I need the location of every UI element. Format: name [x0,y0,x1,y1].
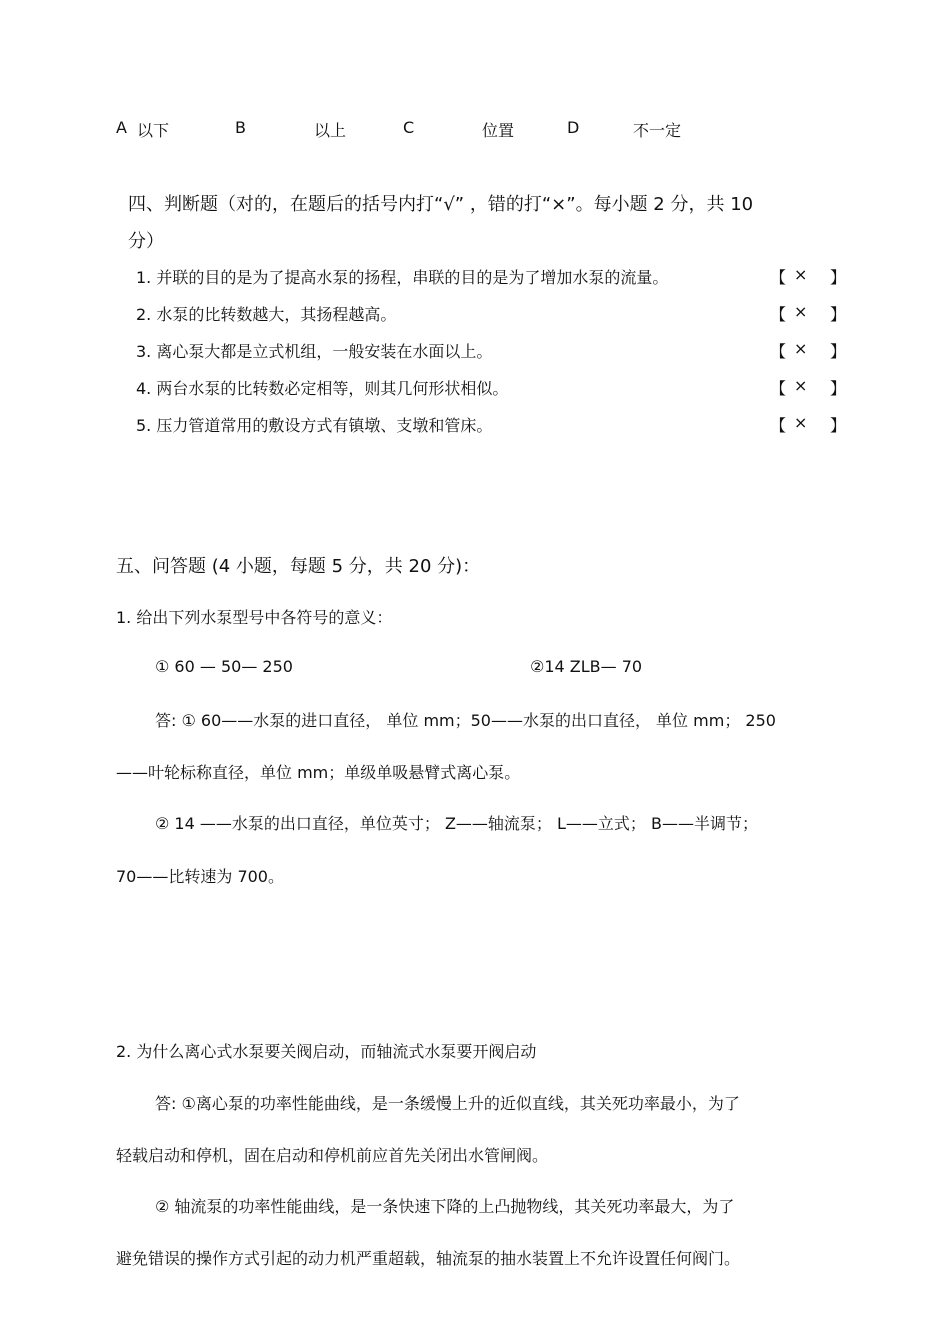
right-bracket: 】 [830,416,847,435]
choice-c-text: 位置 [482,121,515,140]
q2-answer-line-2: 轻载启动和停机，固在启动和停机前应首先关闭出水管闸阀。 [116,1146,549,1165]
tf-item-text: 4. 两台水泵的比转数必定相等，则其几何形状相似。 [136,379,509,398]
tf-item-text: 3. 离心泵大都是立式机组，一般安装在水面以上。 [136,342,493,361]
left-bracket: 【 [770,342,787,361]
left-bracket: 【 [770,305,787,324]
q1-answer-line-2: ——叶轮标称直径，单位 mm；单级单吸悬臂式离心泵。 [116,763,521,782]
right-bracket: 】 [830,268,847,287]
left-bracket: 【 [770,268,787,287]
answer-mark: × [794,376,808,395]
q2-answer-line-1: 答: ①离心泵的功率性能曲线，是一条缓慢上升的近似直线，其关死功率最小，为了 [155,1094,740,1113]
tf-item-text: 5. 压力管道常用的敷设方式有镇墩、支墩和管床。 [136,416,493,435]
q1-model-1: ① 60 — 50— 250 [155,657,293,676]
q1-model-2: ②14 ZLB— 70 [530,657,643,676]
choice-d-text: 不一定 [633,121,682,140]
tf-item-text: 2. 水泵的比转数越大，其扬程越高。 [136,305,397,324]
choice-b-text: 以上 [314,121,347,140]
q1-answer-line-1: 答: ① 60——水泵的进口直径， 单位 mm；50——水泵的出口直径， 单位 mm； 250 [155,711,776,730]
q1-answer-line-4: 70——比转速为 700。 [116,867,284,886]
section4-title-cont: 分） [128,231,164,252]
q2-answer-line-3: ② 轴流泵的功率性能曲线，是一条快速下降的上凸抛物线，其关死功率最大，为了 [155,1197,735,1216]
q2-question: 2. 为什么离心式水泵要关阀启动，而轴流式水泵要开阀启动 [116,1042,537,1061]
left-bracket: 【 [770,379,787,398]
q1-answer-line-3: ② 14 ——水泵的出口直径，单位英寸； Z——轴流泵； L——立式； B——半调节； [155,814,758,833]
tf-item-text: 1. 并联的目的是为了提高水泵的扬程，串联的目的是为了增加水泵的流量。 [136,268,669,287]
left-bracket: 【 [770,416,787,435]
answer-mark: × [794,265,808,284]
choice-d-letter: D [567,118,580,137]
answer-mark: × [794,302,808,321]
tf-item-2 [136,302,847,326]
choice-b-letter: B [235,118,246,137]
tf-item-4 [136,376,847,400]
answer-mark: × [794,339,808,358]
right-bracket: 】 [830,342,847,361]
tf-item-5 [136,413,847,437]
choice-c-letter: C [403,118,415,137]
tf-item-1 [136,265,847,289]
q1-question: 1. 给出下列水泵型号中各符号的意义： [116,608,393,627]
q2-answer-line-4: 避免错误的操作方式引起的动力机严重超载，轴流泵的抽水装置上不允许设置任何阀门。 [116,1249,741,1268]
section4-title: 四、判断题（对的，在题后的括号内打“√” ，错的打“×”。每小题 2 分，共 10 [128,194,754,215]
choice-a-text: 以下 [137,121,170,140]
answer-mark: × [794,413,808,432]
section5-title: 五、问答题 (4 小题，每题 5 分，共 20 分)： [116,556,481,577]
choice-a-letter: A [116,118,127,137]
right-bracket: 】 [830,379,847,398]
tf-item-3 [136,339,847,363]
right-bracket: 】 [830,305,847,324]
